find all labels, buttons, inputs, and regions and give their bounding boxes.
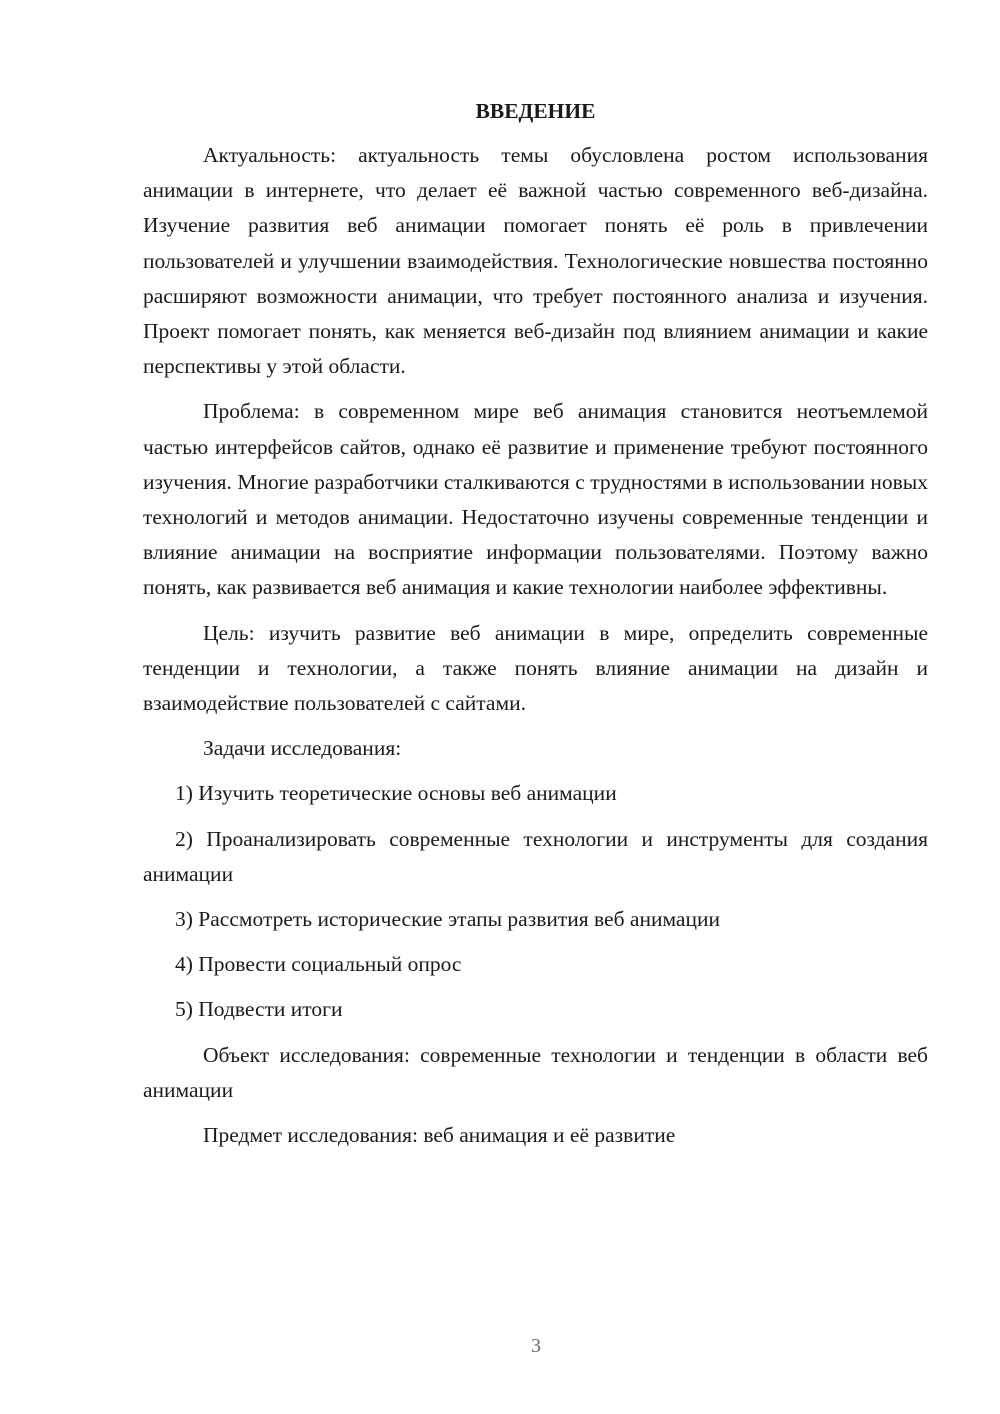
paragraph-problem: Проблема: в современном мире веб анимация становится неотъемлемой частью интерфейсов сайтов, однако её развитие и применение требуют постоянного изучения. Многие разработчики сталкиваются с трудностями в использовании новых технологий и методов анимации. Недостаточно изучены современные тенденции и влияние анимации на восприятие информации пользователями. Поэтому важно понять, как развивается веб анимация и какие технологии наиболее эффективны. bbox=[143, 399, 928, 600]
paragraph-goal: Цель: изучить развитие веб анимации в мире, определить современные тенденции и технологии, а также понять влияние анимации на дизайн и взаимодействие пользователей с сайтами. bbox=[143, 620, 928, 716]
page-number: 3 bbox=[531, 1335, 541, 1357]
document-body bbox=[143, 96, 928, 1163]
task-item: 1) Изучить теоретические основы веб анимации bbox=[175, 781, 617, 806]
task-item: 4) Провести социальный опрос bbox=[175, 952, 462, 977]
task-item: 2) Проанализировать современные технологии и инструменты для создания анимации bbox=[143, 826, 928, 886]
task-item: 5) Подвести итоги bbox=[175, 997, 343, 1022]
paragraph-tasks-heading: Задачи исследования: bbox=[203, 736, 402, 761]
task-item: 3) Рассмотреть исторические этапы развития веб анимации bbox=[175, 907, 720, 932]
paragraph-research-object: Объект исследования: современные технологии и тенденции в области веб анимации bbox=[143, 1042, 928, 1102]
section-title: ВВЕДЕНИЕ bbox=[475, 99, 596, 123]
paragraph-relevance: Актуальность: актуальность темы обусловлена ростом использования анимации в интернете, что делает её важной частью современного веб-дизайна. Изучение развития веб анимации помогает понять её роль в привлечении пользователей и улучшении взаимодействия. Технологические новшества постоянно расширяют возможности анимации, что требует постоянного анализа и изучения. Проект помогает понять, как меняется веб-дизайн под влиянием анимации и какие перспективы у этой области. bbox=[143, 143, 928, 379]
paragraph-research-subject: Предмет исследования: веб анимация и её развитие bbox=[203, 1123, 676, 1148]
